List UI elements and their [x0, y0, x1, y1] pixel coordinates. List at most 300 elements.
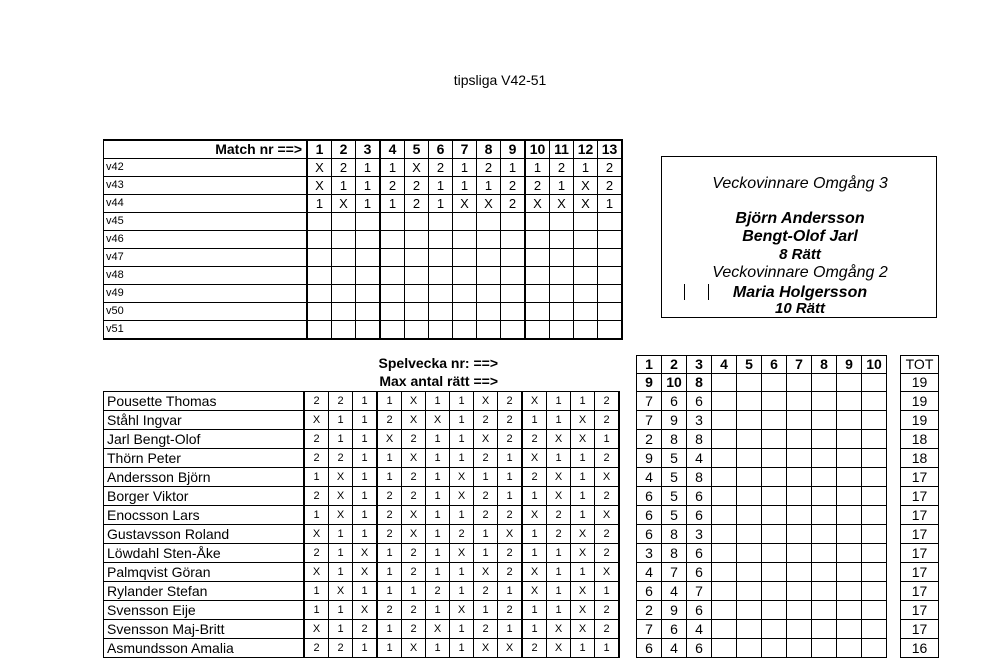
result-cell	[429, 267, 453, 285]
winner-name-2: Bengt-Olof Jarl	[742, 228, 858, 245]
result-cell: X	[307, 177, 332, 195]
result-cell	[380, 303, 405, 321]
result-cell	[574, 303, 598, 321]
result-cell	[380, 249, 405, 267]
player-pick-cell: 2	[595, 487, 620, 506]
result-row	[104, 159, 623, 177]
result-cell: 1	[453, 159, 477, 177]
player-name: Pousette Thomas	[104, 392, 305, 411]
player-pick-cell: X	[402, 506, 426, 525]
player-pick-cell: 1	[329, 620, 353, 639]
player-week-score-row	[637, 392, 887, 411]
week-score-cell	[712, 449, 737, 468]
week-score-cell	[787, 449, 812, 468]
week-score-cell	[737, 563, 762, 582]
player-pick-cell: 2	[498, 601, 523, 620]
result-cell	[501, 267, 526, 285]
player-pick-cell: 1	[329, 411, 353, 430]
week-score-cell	[762, 487, 787, 506]
player-pick-cell: X	[522, 392, 547, 411]
spelvecka-label: Spelvecka nr: ==>	[378, 355, 498, 371]
player-total-cell: 19	[901, 392, 939, 411]
result-row	[104, 285, 623, 303]
result-cell	[477, 231, 501, 249]
result-row	[104, 177, 623, 195]
week-score-cell: 8	[687, 430, 712, 449]
player-pick-cell: 2	[377, 601, 402, 620]
player-pick-cell: 2	[402, 487, 426, 506]
week-score-cell: 6	[637, 639, 662, 658]
winners-heading-round-2: Veckovinnare Omgång 2	[712, 264, 888, 281]
result-cell: 1	[380, 195, 405, 213]
week-score-cell: 7	[637, 411, 662, 430]
player-week-score-row	[637, 601, 887, 620]
player-total-row	[901, 506, 939, 525]
max-correct-cell: 8	[687, 374, 712, 392]
week-score-cell: 6	[687, 392, 712, 411]
player-pick-cell: 1	[329, 544, 353, 563]
player-pick-cell: X	[426, 620, 450, 639]
week-label: v46	[104, 231, 308, 249]
week-score-cell	[787, 430, 812, 449]
week-score-cell	[812, 620, 837, 639]
result-cell	[598, 231, 623, 249]
player-pick-cell: 1	[547, 411, 571, 430]
result-row	[104, 213, 623, 231]
winner-score-round-2: 10 Rätt	[774, 300, 826, 317]
week-score-cell	[837, 449, 862, 468]
player-row	[104, 468, 620, 487]
week-score-cell	[762, 639, 787, 658]
player-pick-cell: 1	[498, 449, 523, 468]
result-cell	[405, 321, 429, 340]
player-pick-cell: 2	[522, 639, 547, 658]
player-total-row	[901, 430, 939, 449]
player-pick-cell: X	[402, 411, 426, 430]
player-total-cell: 17	[901, 582, 939, 601]
week-score-cell: 3	[687, 411, 712, 430]
result-cell	[525, 249, 550, 267]
result-cell	[429, 249, 453, 267]
player-name: Borger Viktor	[104, 487, 305, 506]
week-score-cell: 8	[662, 430, 687, 449]
result-cell	[525, 267, 550, 285]
week-score-cell	[712, 487, 737, 506]
result-cell	[550, 321, 574, 340]
result-cell	[453, 303, 477, 321]
week-score-cell: 3	[687, 525, 712, 544]
player-pick-cell: 2	[329, 392, 353, 411]
result-cell	[453, 249, 477, 267]
week-score-cell	[737, 525, 762, 544]
result-cell: 1	[453, 177, 477, 195]
result-cell: 1	[380, 159, 405, 177]
week-score-cell: 5	[662, 449, 687, 468]
player-pick-cell: 2	[595, 392, 620, 411]
player-pick-cell: X	[474, 563, 498, 582]
result-cell	[574, 285, 598, 303]
week-score-cell	[862, 487, 887, 506]
week-score-cell: 7	[687, 582, 712, 601]
result-cell	[477, 285, 501, 303]
player-row	[104, 449, 620, 468]
week-score-cell: 6	[687, 563, 712, 582]
week-score-cell: 3	[637, 544, 662, 563]
player-pick-cell: 2	[377, 525, 402, 544]
player-pick-cell: 1	[426, 449, 450, 468]
player-pick-cell: X	[353, 544, 378, 563]
player-week-score-row	[637, 430, 887, 449]
result-cell	[405, 267, 429, 285]
week-score-cell	[787, 392, 812, 411]
week-score-cell	[837, 582, 862, 601]
player-name: Rylander Stefan	[104, 582, 305, 601]
week-label: v43	[104, 177, 308, 195]
player-pick-cell: 1	[450, 430, 474, 449]
result-cell	[477, 213, 501, 231]
player-week-score-row	[637, 639, 887, 658]
week-score-cell: 4	[662, 582, 687, 601]
player-pick-cell: 2	[595, 601, 620, 620]
result-cell: 2	[405, 177, 429, 195]
player-week-score-row	[637, 563, 887, 582]
player-pick-cell: 1	[402, 582, 426, 601]
result-cell: X	[574, 195, 598, 213]
result-cell	[405, 213, 429, 231]
week-score-cell	[737, 411, 762, 430]
player-row	[104, 430, 620, 449]
player-pick-cell: 2	[377, 411, 402, 430]
week-score-cell	[737, 430, 762, 449]
week-score-cell: 4	[637, 468, 662, 487]
player-total-row	[901, 487, 939, 506]
player-week-score-row	[637, 468, 887, 487]
week-score-cell	[812, 468, 837, 487]
match-number-cell: 3	[356, 140, 381, 159]
result-cell	[574, 249, 598, 267]
week-score-cell: 6	[637, 487, 662, 506]
week-score-cell	[787, 582, 812, 601]
result-cell: X	[574, 177, 598, 195]
week-label: v48	[104, 267, 308, 285]
week-score-cell	[837, 392, 862, 411]
match-number-cell: 2	[332, 140, 356, 159]
player-pick-cell: X	[450, 487, 474, 506]
week-score-cell: 8	[687, 468, 712, 487]
result-cell	[453, 231, 477, 249]
player-pick-cell: X	[450, 544, 474, 563]
week-label: v50	[104, 303, 308, 321]
week-score-cell	[862, 601, 887, 620]
week-score-cell	[787, 487, 812, 506]
week-score-cell	[737, 392, 762, 411]
player-pick-cell: 1	[377, 468, 402, 487]
result-cell	[550, 249, 574, 267]
player-pick-cell: 2	[402, 544, 426, 563]
max-correct-cell	[812, 374, 837, 392]
player-pick-cell: X	[571, 430, 595, 449]
player-pick-cell: 1	[450, 449, 474, 468]
player-pick-cell: 1	[377, 620, 402, 639]
week-score-cell: 6	[687, 506, 712, 525]
player-pick-cell: 1	[353, 525, 378, 544]
week-score-cell	[712, 430, 737, 449]
result-cell	[332, 321, 356, 340]
player-pick-cell: 2	[498, 544, 523, 563]
player-pick-cell: 1	[450, 506, 474, 525]
week-score-cell	[737, 449, 762, 468]
week-score-cell: 8	[662, 544, 687, 563]
player-pick-cell: 2	[474, 506, 498, 525]
result-cell	[477, 267, 501, 285]
week-score-cell: 7	[637, 620, 662, 639]
week-score-cell	[837, 411, 862, 430]
player-pick-cell: X	[547, 468, 571, 487]
week-score-cell	[862, 411, 887, 430]
week-number-cell: 6	[762, 356, 787, 374]
week-score-cell: 4	[662, 639, 687, 658]
result-cell: 2	[501, 195, 526, 213]
player-pick-cell: 1	[450, 620, 474, 639]
max-correct-label: Max antal rätt ==>	[379, 373, 498, 389]
result-cell	[307, 285, 332, 303]
player-pick-cell: X	[402, 449, 426, 468]
player-pick-cell: 1	[547, 449, 571, 468]
player-pick-cell: X	[329, 506, 353, 525]
week-score-cell	[762, 449, 787, 468]
player-row	[104, 544, 620, 563]
result-cell	[405, 231, 429, 249]
player-total-cell: 17	[901, 544, 939, 563]
result-cell: 1	[477, 177, 501, 195]
result-cell	[380, 267, 405, 285]
result-cell: 2	[598, 177, 623, 195]
result-cell	[477, 321, 501, 340]
player-total-cell: 19	[901, 411, 939, 430]
player-pick-cell: X	[304, 411, 329, 430]
player-pick-cell: X	[474, 639, 498, 658]
player-pick-cell: X	[595, 468, 620, 487]
week-score-cell	[812, 392, 837, 411]
result-cell	[501, 321, 526, 340]
week-number-row	[637, 356, 887, 374]
max-correct-cell	[737, 374, 762, 392]
result-row	[104, 231, 623, 249]
week-score-cell	[762, 468, 787, 487]
player-pick-cell: 1	[329, 563, 353, 582]
result-cell	[525, 231, 550, 249]
player-pick-cell: X	[571, 544, 595, 563]
week-score-cell	[837, 544, 862, 563]
week-score-cell	[812, 563, 837, 582]
week-score-cell	[787, 639, 812, 658]
result-cell	[405, 303, 429, 321]
player-pick-cell: X	[522, 582, 547, 601]
player-week-score-row	[637, 449, 887, 468]
player-pick-cell: X	[377, 430, 402, 449]
player-pick-cell: 1	[450, 582, 474, 601]
player-pick-cell: X	[595, 563, 620, 582]
result-cell	[477, 249, 501, 267]
player-pick-cell: 1	[522, 487, 547, 506]
week-score-cell: 6	[637, 506, 662, 525]
player-pick-cell: 1	[426, 639, 450, 658]
result-cell: 2	[550, 159, 574, 177]
result-cell	[429, 231, 453, 249]
player-total-row	[901, 601, 939, 620]
week-score-cell: 9	[662, 601, 687, 620]
result-cell: 2	[501, 177, 526, 195]
result-cell	[332, 267, 356, 285]
week-score-cell	[762, 582, 787, 601]
player-pick-cell: 1	[498, 582, 523, 601]
player-pick-cell: 1	[522, 411, 547, 430]
week-score-cell	[812, 411, 837, 430]
player-pick-cell: 1	[571, 506, 595, 525]
week-score-cell	[812, 639, 837, 658]
player-pick-cell: 1	[353, 392, 378, 411]
player-pick-cell: 2	[402, 468, 426, 487]
player-pick-cell: 1	[450, 411, 474, 430]
week-score-cell	[737, 582, 762, 601]
week-score-cell	[712, 506, 737, 525]
player-pick-cell: 2	[474, 411, 498, 430]
result-cell	[598, 285, 623, 303]
player-pick-cell: 2	[450, 525, 474, 544]
player-name: Thörn Peter	[104, 449, 305, 468]
result-cell: 1	[574, 159, 598, 177]
result-cell	[550, 285, 574, 303]
player-total-row	[901, 411, 939, 430]
week-number-cell: 1	[637, 356, 662, 374]
player-total-cell: 17	[901, 468, 939, 487]
week-score-cell	[812, 601, 837, 620]
player-pick-cell: 1	[474, 525, 498, 544]
player-pick-cell: 1	[304, 506, 329, 525]
week-number-cell: 5	[737, 356, 762, 374]
player-pick-cell: 2	[595, 525, 620, 544]
player-pick-cell: 1	[426, 525, 450, 544]
week-score-cell	[762, 506, 787, 525]
player-pick-cell: 1	[450, 563, 474, 582]
result-cell: 1	[356, 159, 381, 177]
result-cell: 1	[550, 177, 574, 195]
result-row	[104, 195, 623, 213]
week-score-cell: 6	[637, 525, 662, 544]
result-cell: 2	[477, 159, 501, 177]
result-cell: 2	[405, 195, 429, 213]
player-pick-cell: 2	[595, 411, 620, 430]
result-cell: 2	[429, 159, 453, 177]
player-pick-cell: 1	[426, 468, 450, 487]
player-total-row	[901, 525, 939, 544]
player-pick-cell: X	[595, 506, 620, 525]
result-cell: 2	[525, 177, 550, 195]
player-row	[104, 525, 620, 544]
result-cell	[380, 231, 405, 249]
player-pick-cell: 2	[304, 430, 329, 449]
player-pick-cell: 1	[304, 468, 329, 487]
player-pick-cell: 1	[353, 449, 378, 468]
player-total-cell: 17	[901, 601, 939, 620]
player-pick-cell: 1	[304, 582, 329, 601]
result-cell	[598, 303, 623, 321]
player-pick-cell: 1	[329, 601, 353, 620]
result-cell	[307, 249, 332, 267]
week-score-cell	[837, 525, 862, 544]
weekly-winners-box	[661, 156, 937, 318]
player-pick-cell: 2	[329, 449, 353, 468]
page-title: tipsliga V42-51	[453, 72, 547, 88]
player-pick-cell: X	[547, 487, 571, 506]
result-cell	[453, 285, 477, 303]
player-total-row	[901, 563, 939, 582]
max-correct-cell	[787, 374, 812, 392]
player-pick-cell: 1	[353, 639, 378, 658]
player-pick-cell: 1	[571, 563, 595, 582]
player-pick-cell: X	[450, 468, 474, 487]
week-score-cell	[862, 430, 887, 449]
week-score-cell	[737, 620, 762, 639]
result-cell	[307, 303, 332, 321]
week-score-cell	[762, 601, 787, 620]
week-score-cell	[862, 544, 887, 563]
match-number-cell: 1	[307, 140, 332, 159]
player-pick-cell: 1	[547, 544, 571, 563]
result-row	[104, 249, 623, 267]
result-cell	[501, 249, 526, 267]
result-row	[104, 267, 623, 285]
result-cell	[501, 213, 526, 231]
player-pick-cell: 2	[304, 449, 329, 468]
player-pick-cell: 2	[498, 392, 523, 411]
week-score-cell: 9	[637, 449, 662, 468]
week-score-cell	[837, 430, 862, 449]
player-total-cell: 16	[901, 639, 939, 658]
result-cell	[550, 213, 574, 231]
match-nr-label: Match nr ==>	[104, 140, 308, 159]
player-pick-cell: 1	[571, 487, 595, 506]
max-correct-cell	[837, 374, 862, 392]
player-pick-cell: X	[329, 582, 353, 601]
result-cell: 1	[525, 159, 550, 177]
week-number-cell: 7	[787, 356, 812, 374]
player-pick-cell: 1	[426, 544, 450, 563]
week-score-cell	[787, 468, 812, 487]
result-cell	[356, 321, 381, 340]
week-score-cell	[712, 411, 737, 430]
week-score-cell	[862, 563, 887, 582]
player-row	[104, 487, 620, 506]
player-pick-cell: 2	[595, 620, 620, 639]
result-cell	[550, 303, 574, 321]
week-score-cell	[787, 563, 812, 582]
player-pick-cell: X	[522, 449, 547, 468]
result-cell	[332, 285, 356, 303]
player-pick-cell: 2	[498, 506, 523, 525]
player-pick-cell: 1	[353, 411, 378, 430]
player-total-row	[901, 620, 939, 639]
player-total-row	[901, 544, 939, 563]
week-score-cell: 6	[687, 487, 712, 506]
player-name: Ståhl Ingvar	[104, 411, 305, 430]
player-pick-cell: X	[547, 430, 571, 449]
result-cell: X	[332, 195, 356, 213]
week-score-cell	[737, 639, 762, 658]
result-cell: 1	[429, 177, 453, 195]
week-score-cell	[787, 601, 812, 620]
week-score-cell	[837, 468, 862, 487]
